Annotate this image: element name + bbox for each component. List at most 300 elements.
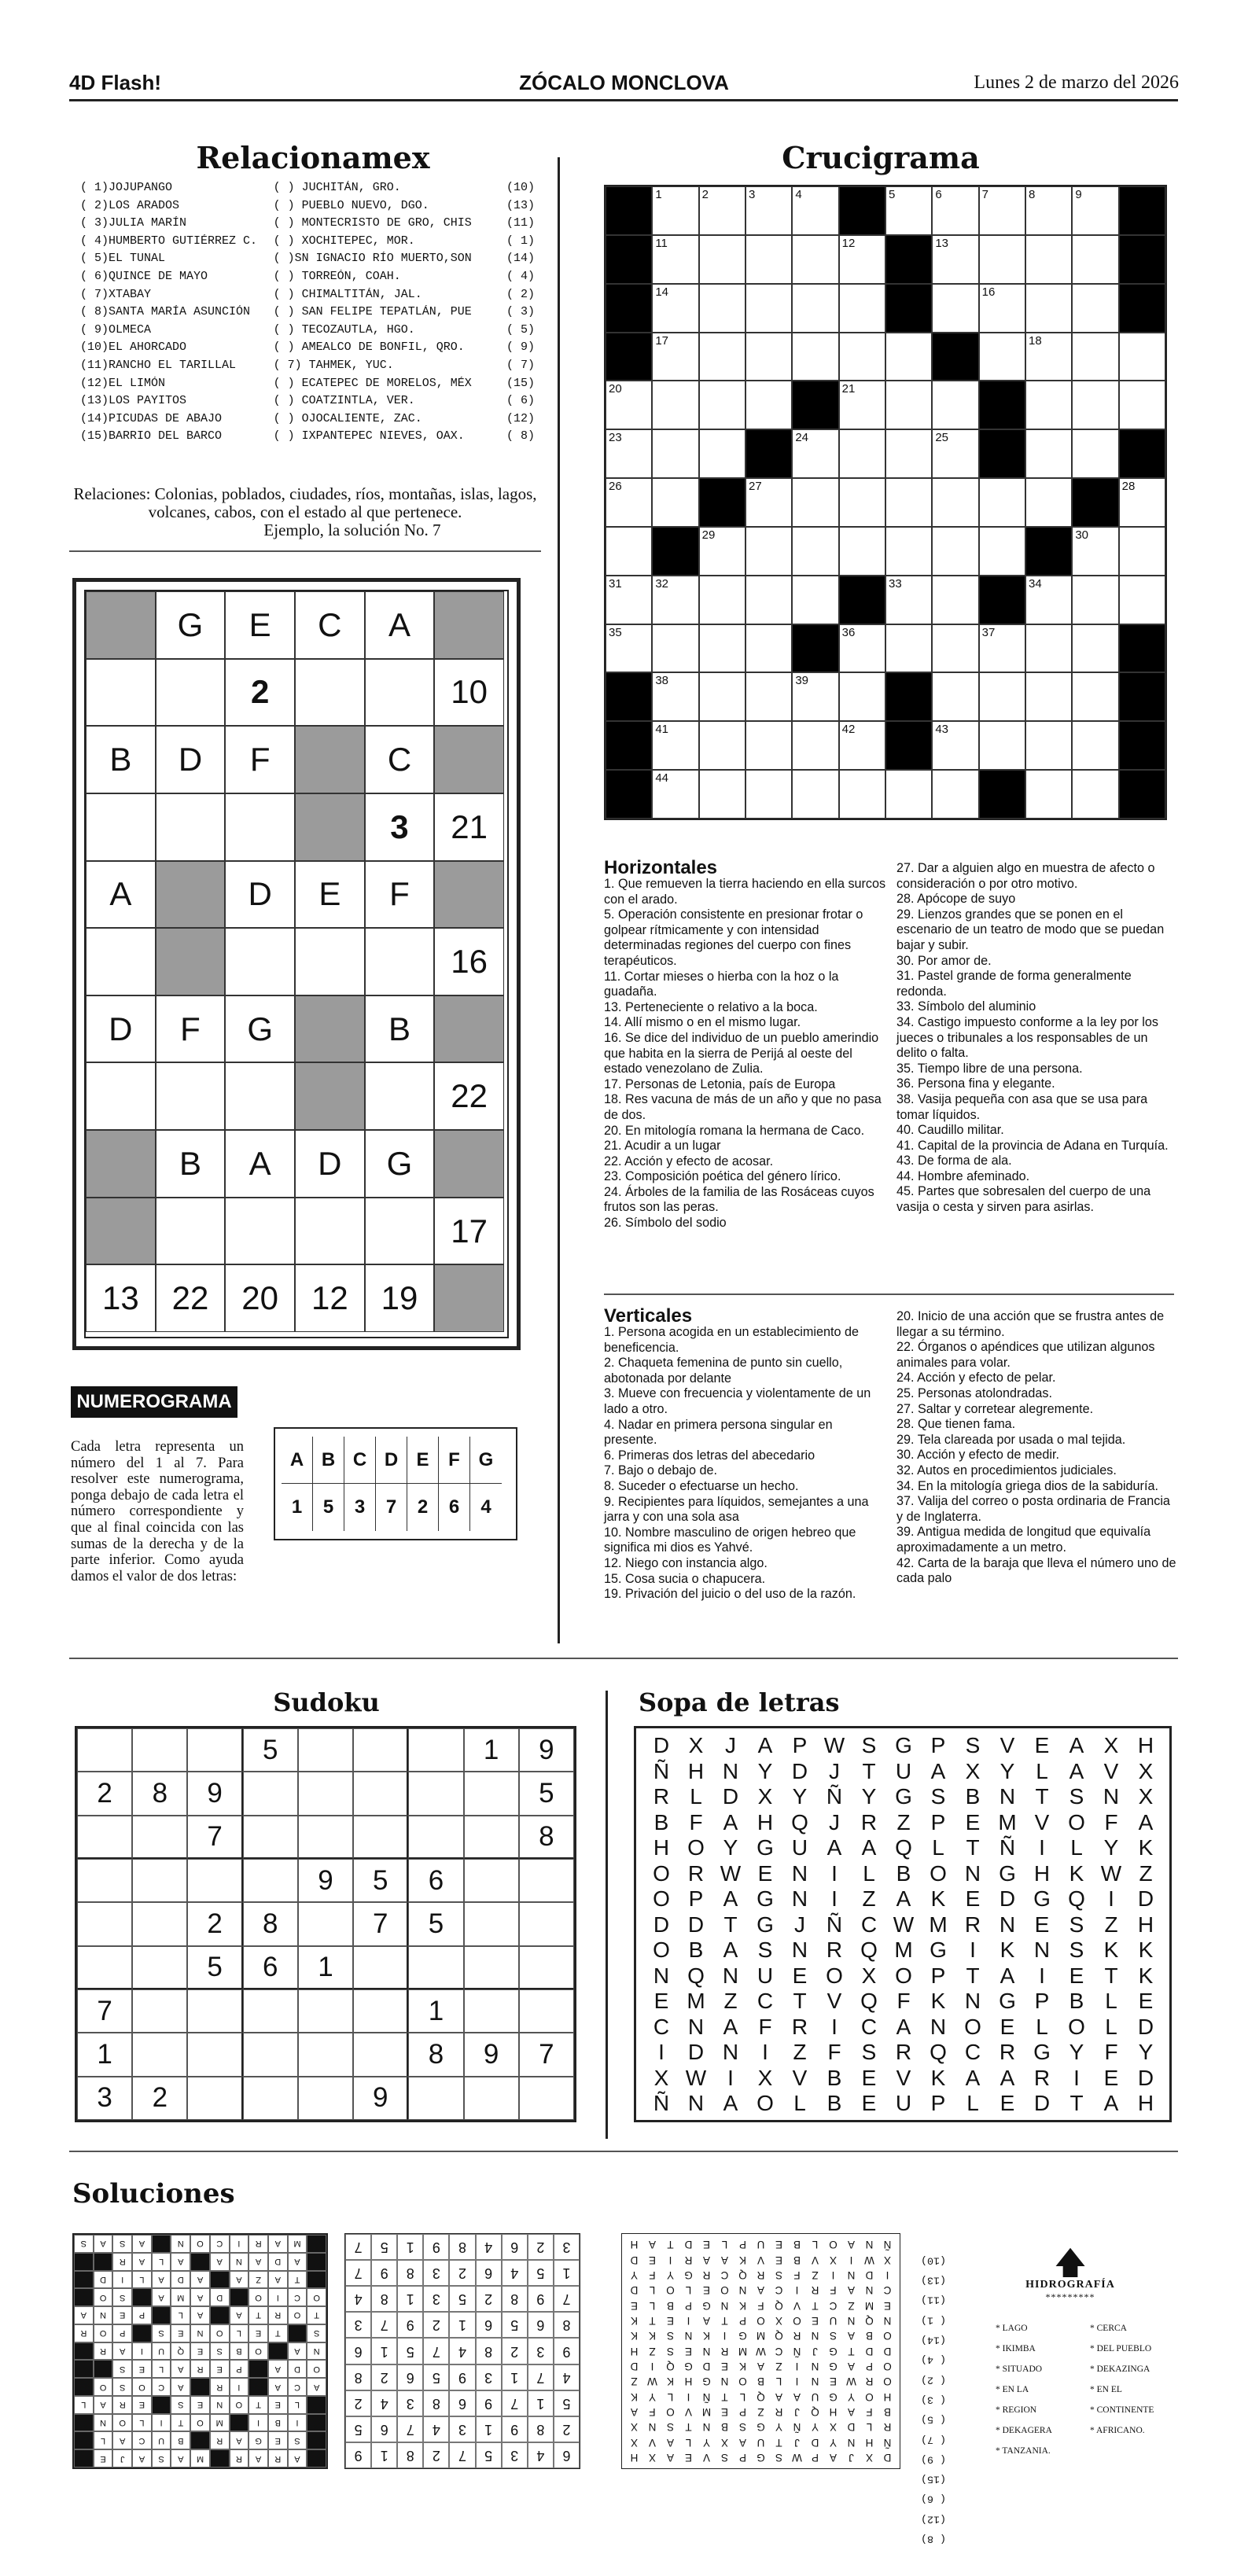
crossword-solution-cell: A: [230, 2306, 249, 2324]
crossword-cell: [1072, 721, 1118, 770]
relacionamex-item: ( 7)XTABAY: [80, 287, 152, 301]
sopa-solution-letter: E: [884, 2299, 892, 2312]
crossword-solution-cell: L: [230, 2324, 249, 2342]
sopa-solution-letter: I: [687, 2314, 690, 2327]
sopa-solution-letter: C: [775, 2345, 783, 2357]
sopa-letter: N: [687, 2014, 705, 2039]
sopa-letter: I: [1073, 2065, 1080, 2090]
crossword-solution-cell: E: [94, 2449, 113, 2467]
sopa-letter: B: [653, 1809, 669, 1834]
relacionamex-row: [80, 288, 535, 306]
sudoku-solution-cell: 1: [502, 2364, 528, 2390]
crossword-solution-cell: N: [230, 2253, 249, 2271]
sopa-letter: N: [722, 1963, 739, 1988]
sudoku-solution-cell: 8: [371, 2286, 397, 2312]
sopa-letter: L: [1105, 2014, 1117, 2039]
crossword-solution-cell: [307, 2431, 326, 2449]
relacionamex-row: [80, 181, 535, 199]
sopa-solution-letter: E: [721, 2405, 729, 2418]
crossword-cell: [1072, 235, 1118, 284]
sopa-letter: T: [966, 1963, 980, 1988]
crossword-cell-number: 34: [1029, 576, 1042, 591]
verticales-title: Verticales: [604, 1305, 693, 1327]
crossword-cell: [1025, 235, 1072, 284]
sopa-solution-letter: A: [848, 2239, 856, 2251]
relacionamex-answer: (11): [921, 2294, 946, 2306]
crossword-solution-cell: S: [112, 2378, 132, 2396]
sudoku-cell: [243, 1816, 298, 1859]
sopa-letter: E: [1103, 2065, 1119, 2090]
crossword-solution-cell: [230, 2414, 249, 2432]
sopa-letter: E: [1034, 1733, 1050, 1758]
crossword-cell: [606, 576, 652, 624]
sopa-solution-letter: T: [667, 2239, 674, 2251]
crossword-cell: [1072, 770, 1118, 819]
crossword-cell: [979, 624, 1025, 673]
crossword-cell: [932, 478, 978, 527]
sopa-letter: E: [792, 1963, 808, 1988]
crossword-solution-cell: A: [288, 2342, 307, 2361]
numerograma-cell: B: [86, 726, 156, 793]
sopa-letter: L: [1070, 1835, 1083, 1860]
sopa-solution-letter: R: [811, 2284, 819, 2297]
sopa-solution-letter: X: [830, 2254, 838, 2266]
relacionamex-place: ( ) OJOCALIENTE, ZAC.: [273, 411, 422, 425]
crossword-cell: [1025, 333, 1072, 381]
numerograma-cell: [86, 793, 156, 861]
numerograma-cell: [434, 861, 504, 929]
sopa-letter: P: [930, 1733, 946, 1758]
sopa-solution-letter: I: [650, 2360, 654, 2372]
sudoku-cell: [187, 1989, 242, 2033]
crossword-cell: [745, 770, 792, 819]
sudoku-cell: 9: [187, 1772, 242, 1815]
relacionamex-number: (14): [506, 252, 535, 266]
crossword-solution-cell: [268, 2342, 288, 2361]
sudoku-cell: [77, 1902, 132, 1945]
sopa-solution-letter: T: [848, 2345, 855, 2357]
sudoku-cell: [353, 1946, 408, 1989]
horizontal-clue: 14. Allí mismo o en el mismo lugar.: [604, 1015, 801, 1030]
relacionamex-place: ( ) TECOZAUTLA, HGO.: [273, 322, 415, 337]
sopa-letter: C: [757, 1989, 774, 2014]
vertical-clue: 25. Personas atolondradas.: [896, 1386, 1052, 1400]
vertical-clue: 30. Acción y efecto de medir.: [896, 1448, 1059, 1463]
sopa-solution-letter: D: [630, 2254, 639, 2266]
sudoku-cell: 9: [298, 1859, 353, 1902]
numerograma-cell: D: [86, 995, 156, 1063]
crossword-solution-cell: E: [132, 2360, 152, 2378]
sopa-solution-letter: E: [721, 2360, 729, 2372]
sopa-solution-letter: M: [756, 2330, 766, 2342]
sudoku-solution-cell: 6: [371, 2416, 397, 2442]
sopa-solution-letter: H: [630, 2345, 639, 2357]
sopa-solution-letter: B: [721, 2421, 729, 2434]
crossword-cell: [932, 284, 978, 333]
crossword-solution-cell: R: [112, 2396, 132, 2414]
sopa-solution-letter: L: [685, 2436, 692, 2449]
relacionamex-note: [69, 485, 541, 539]
sopa-solution-letter: W: [792, 2451, 802, 2464]
sopa-solution-letter: H: [684, 2375, 693, 2388]
sopa-solution-letter: S: [667, 2345, 675, 2357]
crossword-solution-cell: R: [210, 2431, 230, 2449]
sopa-letter: G: [999, 1989, 1016, 2014]
horizontal-clue: 18. Res vacuna de más de un año y que no pasa de dos.: [604, 1092, 882, 1122]
relacionamex-answer: ( 6): [921, 2493, 946, 2505]
sopa-solution-letter: F: [649, 2269, 656, 2281]
sopa-solution-letter: K: [631, 2390, 639, 2403]
sudoku-solution-cell: 5: [345, 2416, 371, 2442]
relacionamex-place: ( ) XOCHITEPEC, MOR.: [273, 234, 415, 248]
sopa-letter: X: [861, 1963, 877, 1988]
crossword-cell: [606, 770, 652, 819]
sopa-solution-letter: P: [739, 2314, 747, 2327]
sopa-letter: Y: [1103, 1835, 1119, 1860]
sudoku-solution-cell: 4: [345, 2286, 371, 2312]
relacionamex-place: ( ) JUCHITÁN, GRO.: [273, 181, 401, 194]
crossword-solution-cell: P: [132, 2306, 152, 2324]
sopa-letter: I: [970, 1938, 976, 1963]
crossword-cell: [1119, 576, 1165, 624]
sopa-solution-letter: N: [702, 2421, 711, 2434]
crossword-solution-cell: Q: [171, 2342, 190, 2361]
crossword-cell-number: 39: [795, 674, 809, 688]
crossword-cell: [699, 186, 745, 235]
vertical-clue: 10. Nombre masculino de origen hebreo que significa mi dios es Yahvé.: [604, 1525, 856, 1555]
horizontal-clue: 27. Dar a alguien algo en muestra de afecto o consideración o por otro motivo.: [896, 861, 1155, 891]
numerograma-cell: [295, 1198, 365, 1265]
crossword-solution-cell: L: [288, 2396, 307, 2414]
crossword-solution-cell: A: [152, 2288, 171, 2306]
crossword-solution-cell: O: [288, 2306, 307, 2324]
numerograma-key-letter: D: [376, 1437, 407, 1484]
relacionamex-row: [80, 377, 535, 395]
sopa-letter: K: [930, 1886, 946, 1912]
crossword-solution-cell: O: [307, 2360, 326, 2378]
hidrografia-word: * DEKAGERA: [996, 2426, 1052, 2435]
numerograma-cell: D: [156, 726, 226, 793]
numerograma-cell: [295, 659, 365, 727]
sudoku-cell: 7: [519, 2033, 574, 2076]
sopa-letter: Y: [757, 1758, 773, 1783]
horizontales-clues-col2: [896, 861, 1180, 1216]
crossword-cell: [1119, 624, 1165, 673]
sopa-letter: M: [929, 1912, 948, 1937]
sudoku-cell: 7: [187, 1816, 242, 1859]
horizontal-clue: 40. Caudillo militar.: [896, 1123, 1004, 1138]
sopa-letter: E: [1000, 2014, 1015, 2039]
crossword-solution-cell: [74, 2271, 94, 2289]
sopa-letter: A: [1069, 1733, 1084, 1758]
numerograma-cell: 13: [86, 1264, 156, 1332]
crossword-cell: [1072, 527, 1118, 576]
column-divider: [606, 1691, 608, 2139]
crossword-solution-cell: U: [152, 2431, 171, 2449]
sudoku-cell: [298, 1728, 353, 1772]
crossword-cell: [652, 381, 698, 429]
sopa-solution-letter: M: [738, 2345, 748, 2357]
relacionamex-number: ( 5): [506, 322, 535, 337]
sopa-letter: D: [1033, 2091, 1051, 2116]
sopa-solution-letter: E: [685, 2451, 693, 2464]
sopa-letter: H: [757, 1809, 774, 1834]
sopa-letter: A: [723, 1886, 738, 1912]
crossword-solution-cell: A: [248, 2449, 268, 2467]
crossword-solution-cell: C: [152, 2378, 171, 2396]
crossword-solution-cell: [190, 2378, 210, 2396]
numerograma-cell: 12: [295, 1264, 365, 1332]
crossword-cell-number: 20: [609, 382, 622, 396]
sopa-letter: A: [1103, 2091, 1119, 2116]
crossword-cell: [1119, 770, 1165, 819]
sudoku-solution-cell: 7: [449, 2442, 475, 2468]
sopa-solution-letter: Q: [811, 2405, 819, 2418]
sopa-solution-letter: M: [864, 2299, 874, 2312]
sopa-letter: R: [791, 2014, 808, 2039]
crossword-cell: [606, 478, 652, 527]
numerograma-key-value: 7: [376, 1484, 407, 1531]
crossword-solution-cell: T: [171, 2414, 190, 2432]
crossword-cell: [885, 770, 932, 819]
sudoku-solution-cell: 1: [476, 2416, 502, 2442]
relacionamex-row: [80, 412, 535, 430]
vertical-clue: 3. Mueve con frecuencia y violentamente de un lado a otro.: [604, 1386, 871, 1416]
crossword-cell: [745, 624, 792, 673]
sudoku-solution-cell: 5: [371, 2234, 397, 2260]
relacionamex-answer: (14): [921, 2334, 946, 2346]
crossword-cell-number: 23: [609, 431, 622, 445]
sopa-solution-letter: Q: [666, 2360, 675, 2372]
sopa-solution-letter: Y: [775, 2421, 783, 2434]
crossword-solution-cell: [74, 2253, 94, 2271]
sopa-letter: X: [653, 2065, 669, 2090]
sudoku-solution-cell: 4: [449, 2338, 475, 2364]
sopa-letter: S: [861, 1733, 877, 1758]
sudoku-solution-cell: 7: [502, 2390, 528, 2416]
sudoku-solution-cell: 3: [476, 2364, 502, 2390]
sopa-letter: F: [827, 2040, 841, 2065]
sudoku-solution-cell: 1: [371, 2338, 397, 2364]
crossword-solution-cell: A: [94, 2396, 113, 2414]
sopa-letter: S: [1069, 1938, 1084, 1963]
sopa-solution-letter: K: [631, 2330, 639, 2342]
relacionamex-number: ( 2): [506, 287, 535, 301]
relacionamex-place: ( ) ECATEPEC DE MORELOS, MÉX: [273, 376, 472, 390]
numerograma-key-letter: C: [344, 1437, 376, 1484]
sopa-solution-letter: K: [703, 2330, 711, 2342]
sopa-solution-letter: X: [721, 2436, 729, 2449]
sopa-solution-letter: X: [884, 2254, 892, 2266]
crossword-solution-cell: S: [112, 2360, 132, 2378]
numerograma-cell: 17: [434, 1198, 504, 1265]
numerograma-cell: [295, 726, 365, 793]
crossword-solution-cell: A: [171, 2253, 190, 2271]
sopa-letter: X: [1138, 1758, 1154, 1783]
sopa-letter: K: [1069, 1860, 1084, 1886]
crossword-solution-cell: E: [112, 2306, 132, 2324]
crossword-solution-cell: [190, 2253, 210, 2271]
sopa-letter: A: [723, 2091, 738, 2116]
sopa-solution-letter: O: [793, 2314, 801, 2327]
sudoku-solution-cell: 8: [345, 2364, 371, 2390]
crossword-cell-number: 31: [609, 576, 622, 591]
crossword-solution-cell: S: [288, 2431, 307, 2449]
vertical-clue: 34. En la mitología griega dios de la sabiduría.: [896, 1478, 1158, 1493]
crossword-cell: [699, 527, 745, 576]
vertical-clue: 4. Nadar en primera persona singular en presente.: [604, 1417, 833, 1448]
sudoku-cell: 3: [77, 2077, 132, 2120]
sopa-letter: N: [964, 1860, 981, 1886]
sopa-letter: D: [1137, 1886, 1154, 1912]
sopa-solution-letter: R: [793, 2330, 801, 2342]
crossword-cell: [885, 721, 932, 770]
header-section-name: 4D Flash!: [69, 71, 162, 94]
crossword-cell: [979, 478, 1025, 527]
crossword-solution-cell: A: [268, 2378, 288, 2396]
vertical-clue: 22. Órganos o apéndices que utilizan algunos animales para volar.: [896, 1340, 1155, 1370]
sudoku-solution-cell: 2: [528, 2234, 554, 2260]
sudoku-title: Sudoku: [273, 1687, 380, 1717]
sopa-solution-letter: D: [847, 2421, 856, 2434]
relacionamex-number: (13): [506, 198, 535, 212]
sopa-letter: O: [653, 1886, 670, 1912]
crossword-solution-cell: L: [171, 2306, 190, 2324]
crossword-cell: [745, 429, 792, 478]
sopa-letter: S: [965, 1733, 981, 1758]
numerograma-cell: [86, 659, 156, 727]
sopa-solution-letter: R: [883, 2421, 892, 2434]
crossword-cell: [792, 284, 838, 333]
sopa-letter: A: [861, 1835, 877, 1860]
crossword-solution-cell: [132, 2288, 152, 2306]
sopa-solution-letter: Y: [812, 2421, 819, 2434]
sopa-letter: A: [757, 1733, 773, 1758]
crossword-solution-cell: A: [230, 2431, 249, 2449]
crossword-cell-number: 11: [655, 236, 668, 250]
crossword-solution-cell: [307, 2396, 326, 2414]
sopa-letter: H: [687, 1758, 705, 1783]
sopa-solution-letter: A: [703, 2254, 711, 2266]
sudoku-cell: [77, 1946, 132, 1989]
crossword-solution-cell: R: [94, 2342, 113, 2361]
crossword-cell: [606, 721, 652, 770]
sopa-letter: P: [688, 1886, 704, 1912]
numerograma-cell: E: [225, 591, 295, 659]
crossword-cell: [979, 429, 1025, 478]
numerograma-key-value: 1: [282, 1484, 313, 1531]
sopa-letter: A: [896, 2014, 911, 2039]
sopa-solution-letter: U: [757, 2436, 765, 2449]
sudoku-cell: [77, 1816, 132, 1859]
sopa-solution-letter: Z: [757, 2405, 764, 2418]
crossword-solution-cell: B: [230, 2342, 249, 2361]
crossword-cell-number: 5: [889, 188, 896, 201]
sopa-solution-letter: G: [829, 2360, 838, 2372]
sopa-solution-letter: C: [883, 2284, 892, 2297]
sopa-solution-letter: L: [685, 2284, 692, 2297]
numerograma-cell: [365, 1062, 435, 1130]
sopa-solution-letter: G: [702, 2299, 711, 2312]
numerograma-cell: [225, 1062, 295, 1130]
sopa-solution-letter: F: [830, 2284, 837, 2297]
crossword-cell: [1072, 478, 1118, 527]
relacionamex-item: (13)LOS PAYITOS: [80, 394, 187, 408]
sudoku-solution-cell: 5: [502, 2312, 528, 2338]
crossword-cell-number: 44: [655, 771, 669, 786]
sudoku-cell: 8: [408, 2033, 463, 2076]
crossword-cell: [932, 527, 978, 576]
relacionamex-item: ( 2)LOS ARADOS: [80, 198, 180, 212]
sopa-letter: O: [1068, 1809, 1085, 1834]
sopa-solution-letter: N: [738, 2284, 747, 2297]
sopa-letter: R: [964, 1912, 981, 1937]
crossword-cell: [839, 186, 885, 235]
numerograma-cell: C: [295, 591, 365, 659]
sudoku-cell: [353, 1772, 408, 1815]
sopa-solution-letter: O: [883, 2330, 892, 2342]
crossword-solution-cell: P: [230, 2360, 249, 2378]
crossword-cell-number: 12: [841, 236, 856, 250]
crossword-solution-cell: I: [248, 2414, 268, 2432]
crossword-cell: [606, 186, 652, 235]
crossword-solution-cell: A: [132, 2253, 152, 2271]
sopa-solution-letter: R: [684, 2254, 693, 2266]
relacionamex-answer: ( 2): [921, 2374, 946, 2386]
relacionamex-place: ( ) IXPANTEPEC NIEVES, OAX.: [273, 429, 465, 443]
sopa-solution-letter: B: [793, 2239, 801, 2251]
crossword-solution-cell: O: [190, 2235, 210, 2253]
crossword-solution-cell: N: [94, 2306, 113, 2324]
crossword-cell: [699, 429, 745, 478]
crossword-solution-cell: [74, 2431, 94, 2449]
sopa-letter: F: [1104, 2040, 1118, 2065]
crossword-solution-cell: A: [171, 2449, 190, 2467]
crossword-cell: [839, 624, 885, 673]
crossword-cell: [1119, 429, 1165, 478]
sopa-solution-letter: A: [649, 2239, 657, 2251]
sopa-letter: Z: [1139, 1860, 1153, 1886]
crossword-cell: [1025, 624, 1072, 673]
crossword-solution-cell: [288, 2324, 307, 2342]
crossword-cell-number: 30: [1075, 528, 1089, 542]
sopa-solution-letter: D: [883, 2451, 892, 2464]
sudoku-solution-cell: 2: [345, 2390, 371, 2416]
numerograma-cell: [365, 928, 435, 995]
numerograma-cell: 22: [434, 1062, 504, 1130]
sudoku-solution-cell: 8: [528, 2416, 554, 2442]
horizontal-clue: 35. Tiempo libre de una persona.: [896, 1061, 1083, 1076]
crossword-cell: [1025, 527, 1072, 576]
crossword-cell-number: 42: [841, 723, 856, 737]
sudoku-solution-cell: 9: [397, 2312, 423, 2338]
sopa-solution-letter: N: [684, 2330, 693, 2342]
sopa-solution-letter: O: [829, 2239, 838, 2251]
sopa-solution-letter: T: [649, 2314, 656, 2327]
crossword-solution-cell: T: [307, 2306, 326, 2324]
hidrografia-stars: *********: [1045, 2291, 1095, 2302]
vertical-clue: 12. Niego con instancia algo.: [604, 1555, 768, 1570]
crossword-cell: [1119, 478, 1165, 527]
sopa-letter: L: [1036, 2014, 1048, 2039]
sopa-letter: L: [1036, 1758, 1048, 1783]
vertical-clue: 9. Recipientes para líquidos, semejantes a una jarra y con una sola asa: [604, 1494, 869, 1525]
horizontal-clue: 28. Apócope de suyo: [896, 892, 1016, 907]
sopa-solution-letter: Y: [667, 2269, 675, 2281]
sudoku-solution-cell: 1: [371, 2442, 397, 2468]
sudoku-solution-cell: 5: [423, 2364, 449, 2390]
sopa-solution-letter: N: [811, 2330, 819, 2342]
